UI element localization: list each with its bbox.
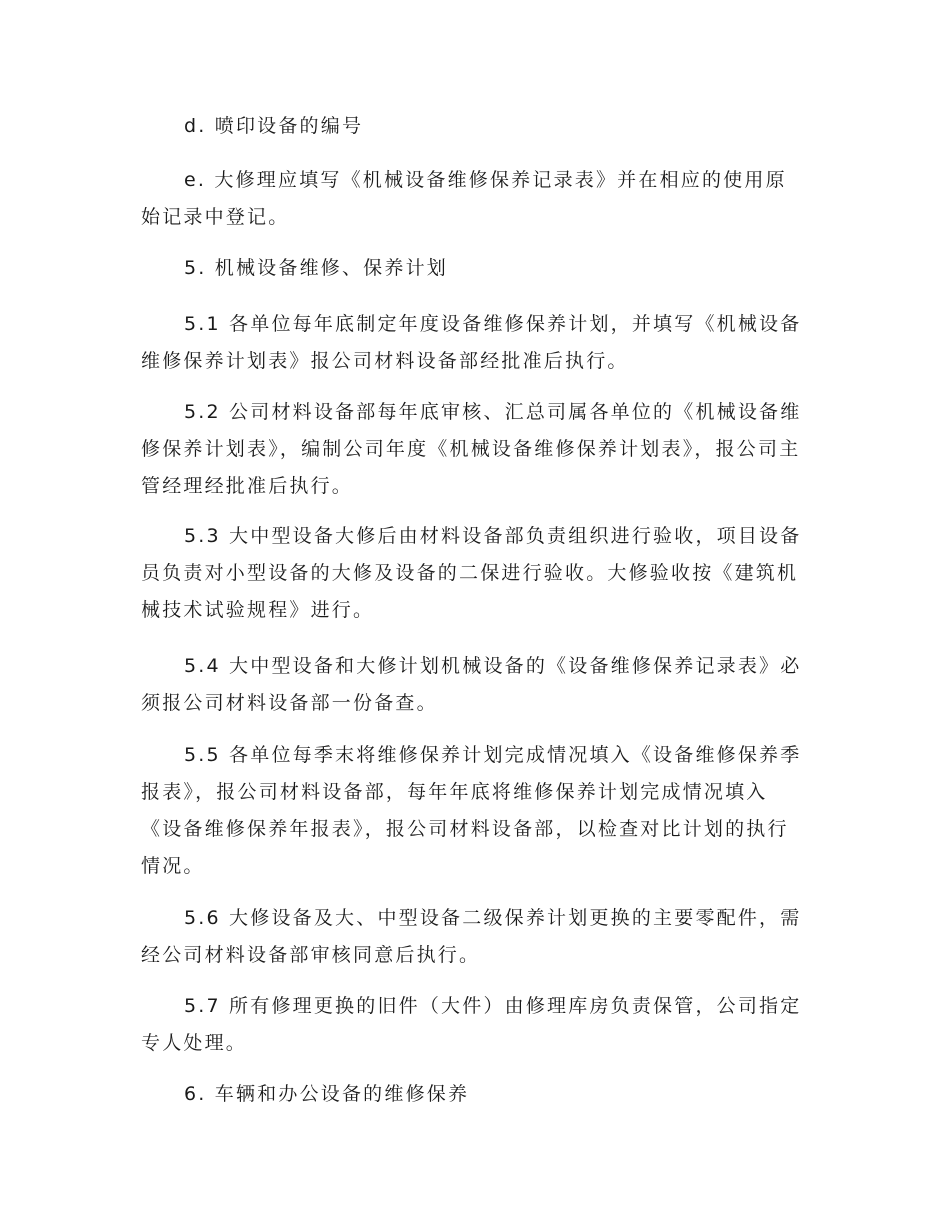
clause-5-5-paragraph: 5.5 各单位每季末将维修保养计划完成情况填入《设备维修保养季报表》，报公司材料设备部，每年年底将维修保养计划完成情况填入《设备维修保养年报表》，报公司材料设备部，以检查对比计划的执行情况。 [141, 744, 802, 877]
clause-5-2-paragraph: 5.2 公司材料设备部每年底审核、汇总司属各单位的《机械设备维修保养计划表》，编制公司年度《机械设备维修保养计划表》，报公司主管经理经批准后执行。 [141, 401, 802, 497]
clause-5-3-paragraph: 5.3 大中型设备大修后由材料设备部负责组织进行验收，项目设备员负责对小型设备的大修及设备的二保进行验收。大修验收按《建筑机械技术试验规程》进行。 [141, 525, 802, 621]
section-6-heading: 6. 车辆和办公设备的维修保养 [184, 1083, 470, 1105]
item-e-paragraph: e. 大修理应填写《机械设备维修保养记录表》并在相应的使用原始记录中登记。 [141, 169, 787, 228]
clause-5-4-paragraph: 5.4 大中型设备和大修计划机械设备的《设备维修保养记录表》必须报公司材料设备部一份备查。 [141, 655, 802, 714]
clause-5-1-paragraph: 5.1 各单位每年底制定年度设备维修保养计划，并填写《机械设备维修保养计划表》报公司材料设备部经批准后执行。 [141, 313, 802, 372]
clause-5-6-paragraph: 5.6 大修设备及大、中型设备二级保养计划更换的主要零配件，需经公司材料设备部审核同意后执行。 [141, 907, 802, 966]
section-5-heading: 5. 机械设备维修、保养计划 [184, 257, 448, 279]
item-d-paragraph: d. 喷印设备的编号 [184, 115, 364, 137]
clause-5-7-paragraph: 5.7 所有修理更换的旧件（大件）由修理库房负责保管，公司指定专人处理。 [141, 995, 802, 1054]
